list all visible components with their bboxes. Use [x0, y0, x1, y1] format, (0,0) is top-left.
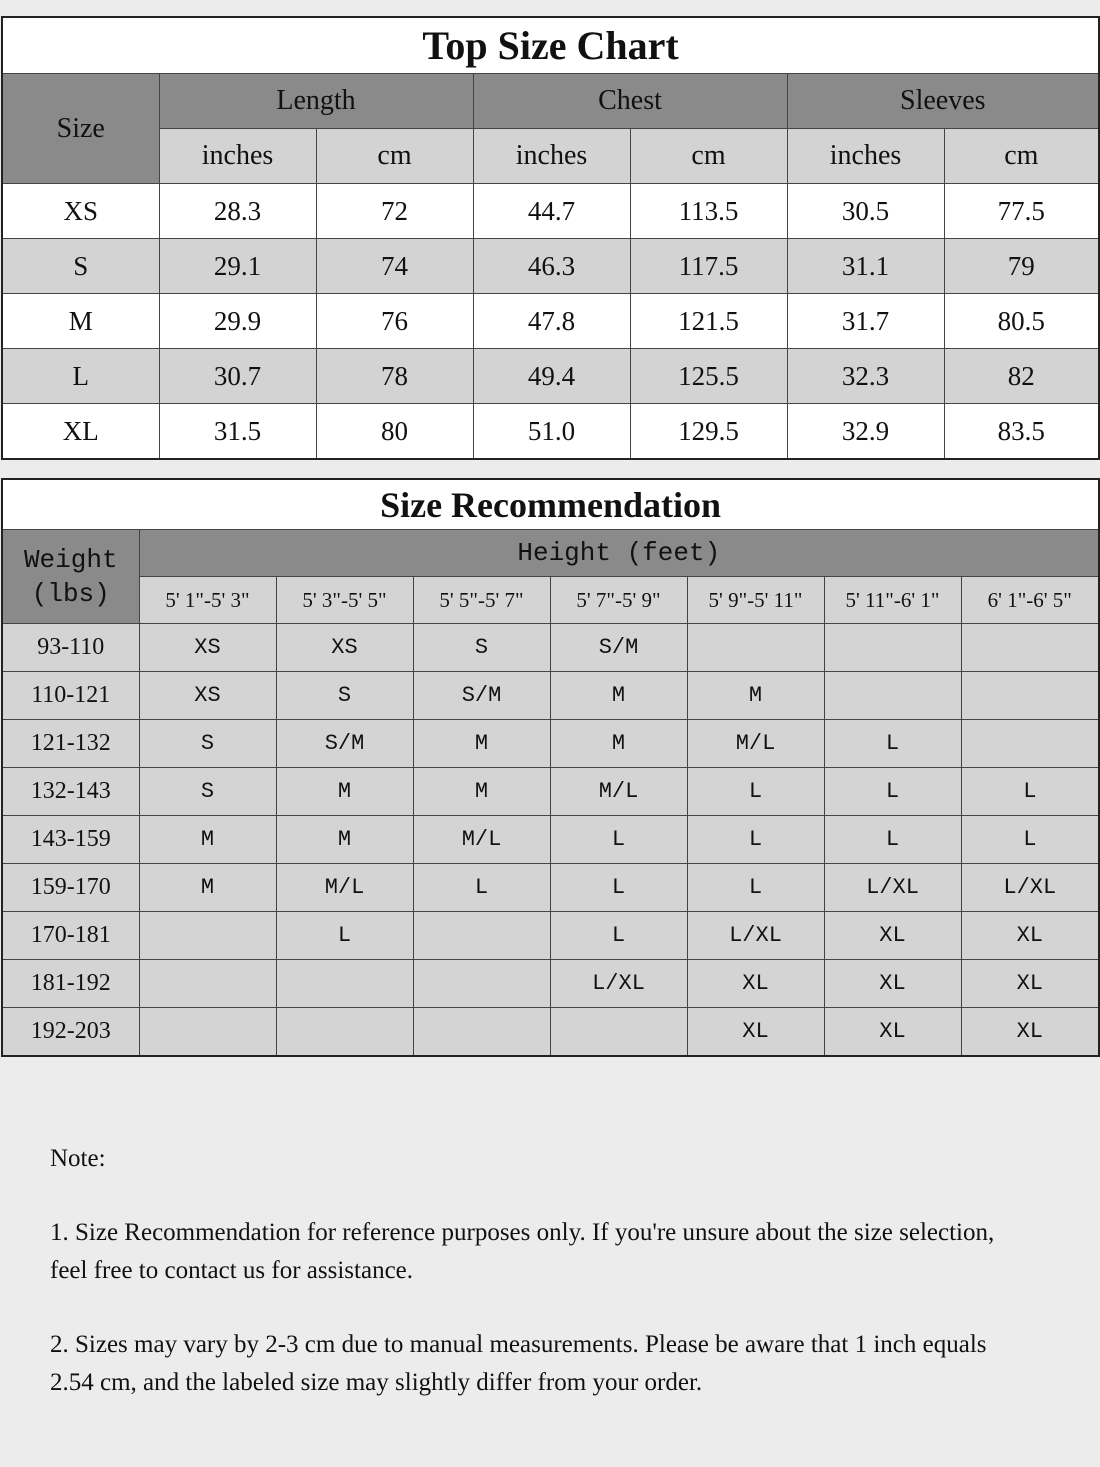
measurement-cell: 30.5: [787, 184, 944, 239]
size-row: [2, 184, 1099, 239]
recommended-size-cell: L: [276, 912, 413, 960]
recommended-size-cell: S/M: [413, 672, 550, 720]
measurement-cell: 46.3: [473, 239, 630, 294]
size-label-cell: M: [2, 294, 159, 349]
recommended-size-cell: [413, 912, 550, 960]
recommended-size-cell: XS: [139, 672, 276, 720]
measurement-cell: 79: [944, 239, 1099, 294]
size-recommendation-table: [1, 478, 1100, 1057]
recommended-size-cell: [139, 960, 276, 1008]
recommended-size-cell: XL: [824, 960, 961, 1008]
measurement-cell: 77.5: [944, 184, 1099, 239]
recommended-size-cell: L/XL: [824, 864, 961, 912]
weight-range-cell: 159-170: [2, 864, 139, 912]
measurement-cell: 32.9: [787, 404, 944, 460]
recommended-size-cell: XS: [276, 624, 413, 672]
height-range-header: 5' 3"-5' 5": [276, 577, 413, 624]
weight-range-cell: 170-181: [2, 912, 139, 960]
recommended-size-cell: XL: [961, 912, 1099, 960]
weight-range-cell: 143-159: [2, 816, 139, 864]
recommended-size-cell: L/XL: [550, 960, 687, 1008]
measurement-cell: 113.5: [630, 184, 787, 239]
recommendation-row: [2, 624, 1099, 672]
recommended-size-cell: XL: [961, 960, 1099, 1008]
recommended-size-cell: L: [961, 816, 1099, 864]
recommended-size-cell: L: [824, 816, 961, 864]
notes-section: [50, 1140, 1030, 1438]
recommendation-row: [2, 768, 1099, 816]
recommendation-row: [2, 816, 1099, 864]
measurement-cell: 44.7: [473, 184, 630, 239]
recommended-size-cell: [961, 672, 1099, 720]
measurement-cell: 31.7: [787, 294, 944, 349]
measurement-cell: 121.5: [630, 294, 787, 349]
recommended-size-cell: M: [276, 768, 413, 816]
measurement-cell: 29.9: [159, 294, 316, 349]
recommendation-row: [2, 1008, 1099, 1057]
measurement-cell: 80.5: [944, 294, 1099, 349]
weight-range-cell: 110-121: [2, 672, 139, 720]
recommended-size-cell: M: [413, 720, 550, 768]
recommended-size-cell: M/L: [550, 768, 687, 816]
weight-range-cell: 121-132: [2, 720, 139, 768]
sleeves-group-header: Sleeves: [787, 74, 1099, 129]
recommended-size-cell: M: [139, 816, 276, 864]
measurement-cell: 83.5: [944, 404, 1099, 460]
size-row: [2, 239, 1099, 294]
recommended-size-cell: [276, 960, 413, 1008]
recommended-size-cell: L: [824, 720, 961, 768]
weight-header-label: Weight: [23, 544, 118, 575]
height-group-header: Height (feet): [139, 530, 1099, 577]
recommendation-title: Size Recommendation: [2, 479, 1099, 530]
size-column-header: Size: [2, 74, 159, 184]
recommended-size-cell: [824, 672, 961, 720]
recommended-size-cell: [961, 624, 1099, 672]
recommended-size-cell: M: [413, 768, 550, 816]
weight-header-unit: (lbs): [31, 578, 110, 609]
recommended-size-cell: M: [550, 720, 687, 768]
recommended-size-cell: [139, 1008, 276, 1057]
recommended-size-cell: [413, 960, 550, 1008]
recommended-size-cell: S: [413, 624, 550, 672]
recommended-size-cell: XL: [687, 1008, 824, 1057]
recommended-size-cell: L: [550, 912, 687, 960]
recommended-size-cell: L: [550, 816, 687, 864]
weight-range-cell: 181-192: [2, 960, 139, 1008]
height-range-header: 5' 1"-5' 3": [139, 577, 276, 624]
recommended-size-cell: L: [687, 768, 824, 816]
recommended-size-cell: [550, 1008, 687, 1057]
recommended-size-cell: XS: [139, 624, 276, 672]
measurement-cell: 51.0: [473, 404, 630, 460]
measurement-cell: 31.5: [159, 404, 316, 460]
size-label-cell: L: [2, 349, 159, 404]
recommended-size-cell: S: [139, 720, 276, 768]
measurement-cell: 129.5: [630, 404, 787, 460]
unit-header: inches: [159, 129, 316, 184]
measurement-cell: 72: [316, 184, 473, 239]
measurement-cell: 30.7: [159, 349, 316, 404]
measurement-cell: 76: [316, 294, 473, 349]
note-item-2: 2. Sizes may vary by 2-3 cm due to manual measurements. Please be aware that 1 inch equals 2.54 cm, and the labeled size may slightly differ from your order.: [50, 1331, 987, 1396]
measurement-cell: 49.4: [473, 349, 630, 404]
recommended-size-cell: [687, 624, 824, 672]
weight-column-header: [2, 530, 139, 624]
measurement-cell: 117.5: [630, 239, 787, 294]
recommended-size-cell: [824, 624, 961, 672]
unit-header: inches: [473, 129, 630, 184]
measurement-cell: 80: [316, 404, 473, 460]
recommendation-row: [2, 672, 1099, 720]
height-range-header: 6' 1"-6' 5": [961, 577, 1099, 624]
height-range-header: 5' 5"-5' 7": [413, 577, 550, 624]
recommended-size-cell: M/L: [276, 864, 413, 912]
recommended-size-cell: XL: [824, 912, 961, 960]
recommendation-row: [2, 912, 1099, 960]
recommended-size-cell: S: [139, 768, 276, 816]
height-range-header: 5' 9"-5' 11": [687, 577, 824, 624]
recommended-size-cell: L: [413, 864, 550, 912]
recommended-size-cell: M: [687, 672, 824, 720]
unit-header: cm: [316, 129, 473, 184]
recommended-size-cell: S: [276, 672, 413, 720]
recommended-size-cell: L: [687, 864, 824, 912]
measurement-cell: 82: [944, 349, 1099, 404]
recommended-size-cell: [276, 1008, 413, 1057]
size-label-cell: XS: [2, 184, 159, 239]
recommended-size-cell: M/L: [687, 720, 824, 768]
recommended-size-cell: XL: [687, 960, 824, 1008]
notes-heading: Note:: [50, 1145, 106, 1172]
measurement-cell: 78: [316, 349, 473, 404]
size-chart-title: Top Size Chart: [2, 17, 1099, 74]
height-range-header: 5' 11"-6' 1": [824, 577, 961, 624]
unit-header: cm: [944, 129, 1099, 184]
measurement-cell: 47.8: [473, 294, 630, 349]
recommended-size-cell: [413, 1008, 550, 1057]
height-range-header: 5' 7"-5' 9": [550, 577, 687, 624]
weight-range-cell: 93-110: [2, 624, 139, 672]
recommended-size-cell: L: [687, 816, 824, 864]
recommended-size-cell: XL: [824, 1008, 961, 1057]
recommended-size-cell: M: [276, 816, 413, 864]
recommended-size-cell: M: [139, 864, 276, 912]
size-label-cell: S: [2, 239, 159, 294]
measurement-cell: 29.1: [159, 239, 316, 294]
recommended-size-cell: L: [824, 768, 961, 816]
recommendation-row: [2, 960, 1099, 1008]
measurement-cell: 31.1: [787, 239, 944, 294]
measurement-cell: 28.3: [159, 184, 316, 239]
recommended-size-cell: S/M: [276, 720, 413, 768]
size-row: [2, 404, 1099, 460]
recommendation-row: [2, 720, 1099, 768]
recommended-size-cell: L: [550, 864, 687, 912]
size-chart-table: [1, 16, 1100, 460]
size-row: [2, 349, 1099, 404]
recommended-size-cell: S/M: [550, 624, 687, 672]
recommended-size-cell: L: [961, 768, 1099, 816]
size-row: [2, 294, 1099, 349]
length-group-header: Length: [159, 74, 473, 129]
recommended-size-cell: L/XL: [961, 864, 1099, 912]
recommended-size-cell: L/XL: [687, 912, 824, 960]
unit-header: cm: [630, 129, 787, 184]
note-item-1: 1. Size Recommendation for reference purposes only. If you're unsure about the size selection, feel free to contact us for assistance.: [50, 1219, 995, 1284]
weight-range-cell: 132-143: [2, 768, 139, 816]
recommended-size-cell: M/L: [413, 816, 550, 864]
size-label-cell: XL: [2, 404, 159, 460]
measurement-cell: 125.5: [630, 349, 787, 404]
recommended-size-cell: [961, 720, 1099, 768]
chest-group-header: Chest: [473, 74, 787, 129]
measurement-cell: 74: [316, 239, 473, 294]
recommended-size-cell: [139, 912, 276, 960]
recommendation-row: [2, 864, 1099, 912]
measurement-cell: 32.3: [787, 349, 944, 404]
weight-range-cell: 192-203: [2, 1008, 139, 1057]
recommended-size-cell: XL: [961, 1008, 1099, 1057]
unit-header: inches: [787, 129, 944, 184]
recommended-size-cell: M: [550, 672, 687, 720]
